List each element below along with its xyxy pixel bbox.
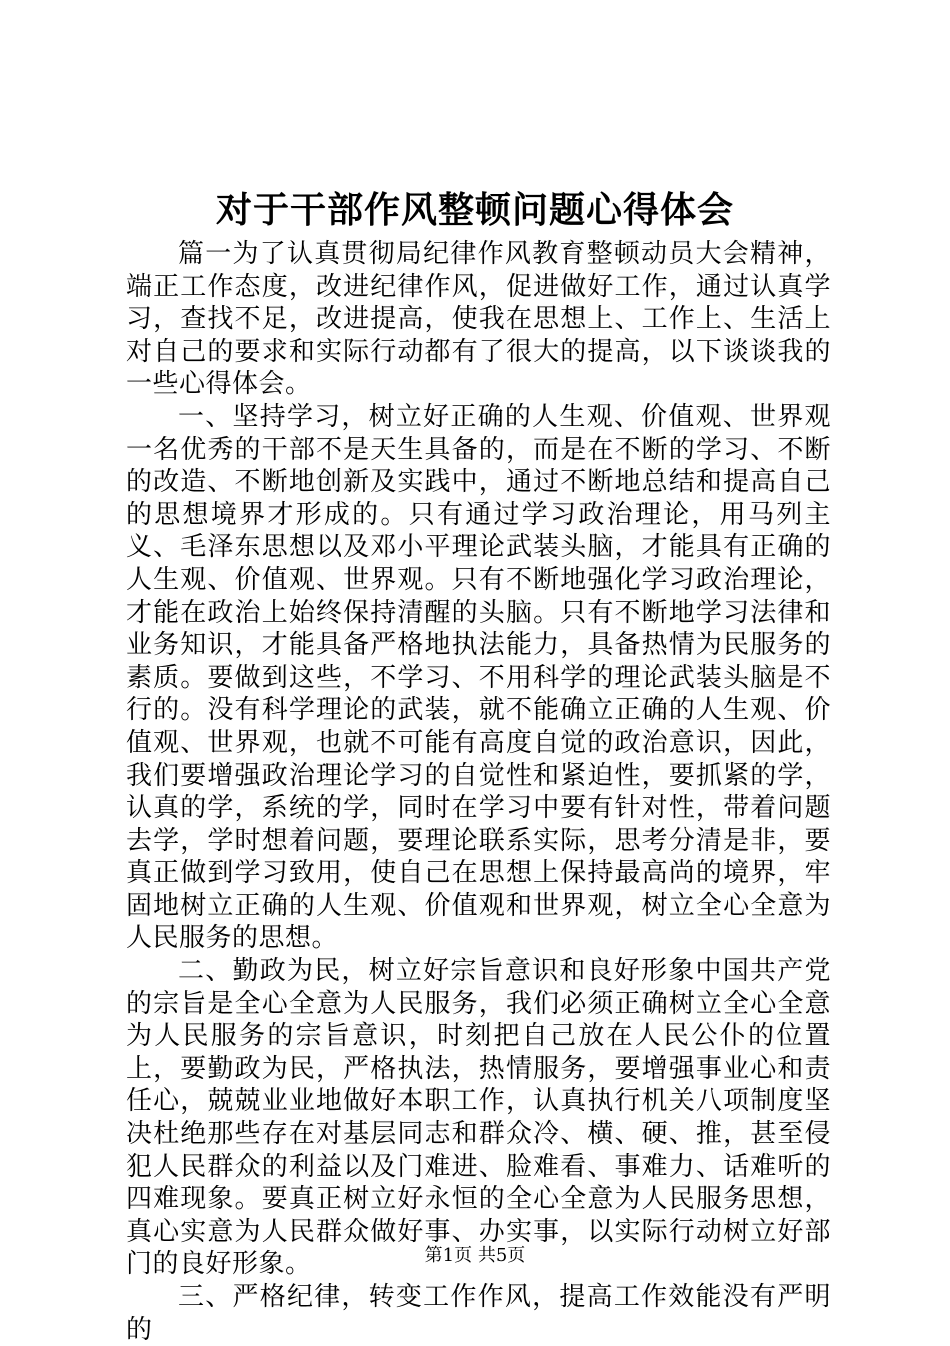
paragraph-intro: 篇一为了认真贯彻局纪律作风教育整顿动员大会精神，端正工作态度，改进纪律作风，促进做好工作，通过认真学习，查找不足，改进提高，使我在思想上、工作上、生活上对自己的要求和实际行动都有了很大的提高，以下谈谈我的一些心得体会。 — [126, 239, 831, 400]
paragraph-section-1: 一、坚持学习，树立好正确的人生观、价值观、世界观一名优秀的干部不是天生具备的，而是在不断的学习、不断的改造、不断地创新及实践中，通过不断地总结和提高自己的思想境界才形成的。只有通过学习政治理论，用马列主义、毛泽东思想以及邓小平理论武装头脑，才能具有正确的人生观、价值观、世界观。只有不断地强化学习政治理论，才能在政治上始终保持清醒的头脑。只有不断地学习法律和业务知识，才能具备严格地执法能力，具备热情为民服务的素质。要做到这些，不学习、不用科学的理论武装头脑是不行的。没有科学理论的武装，就不能确立正确的人生观、价值观、世界观，也就不可能有高度自觉的政治意识，因此，我们要增强政治理论学习的自觉性和紧迫性，要抓紧的学，认真的学，系统的学，同时在学习中要有针对性，带着问题去学，学时想着问题，要理论联系实际，思考分清是非，要真正做到学习致用，使自己在思想上保持最高尚的境界，牢固地树立正确的人生观、价值观和世界观，树立全心全意为人民服务的思想。 — [126, 401, 831, 954]
paragraph-section-2: 二、勤政为民，树立好宗旨意识和良好形象中国共产党的宗旨是全心全意为人民服务，我们必须正确树立全心全意为人民服务的宗旨意识，时刻把自己放在人民公仆的位置上，要勤政为民，严格执法，热情服务，要增强事业心和责任心，兢兢业业地做好本职工作，认真执行机关八项制度坚决杜绝那些存在对基层同志和群众冷、横、硬、推，甚至侵犯人民群众的利益以及门难进、脸难看、事难力、话难听的四难现象。要真正树立好永恒的全心全意为人民服务思想，真心实意为人民群众做好事、办实事，以实际行动树立好部门的良好形象。 — [126, 956, 831, 1280]
document-body — [126, 238, 831, 1346]
document-title: 对于干部作风整顿问题心得体会 — [215, 189, 734, 231]
page-number-footer: 第1页 共5页 — [424, 1245, 526, 1266]
paragraph-section-3: 三、严格纪律，转变工作作风，提高工作效能没有严明的 — [126, 1282, 831, 1345]
